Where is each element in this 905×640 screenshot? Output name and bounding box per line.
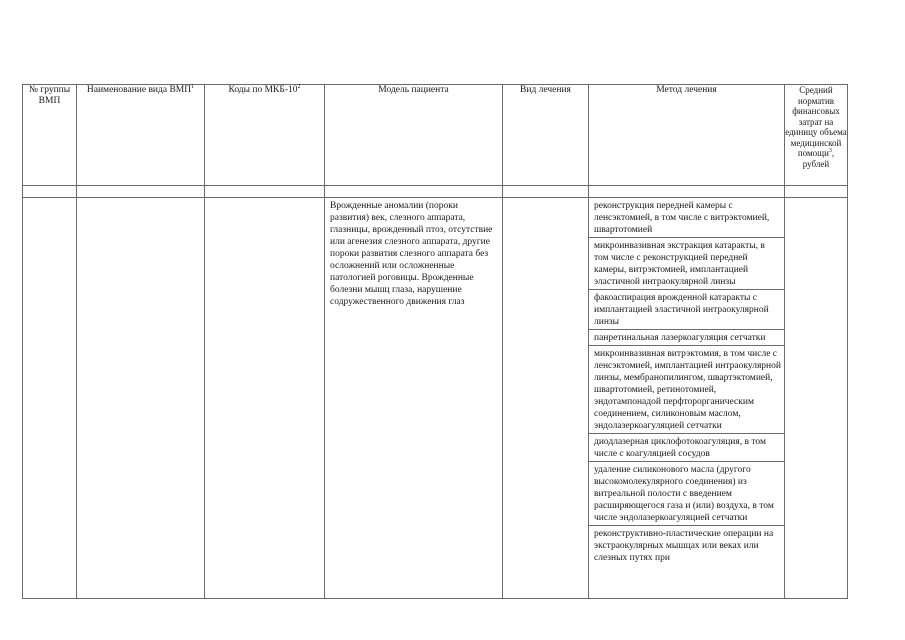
header-vmp-name xyxy=(77,85,205,186)
cell-patient-model xyxy=(325,198,503,599)
header-vmp-name-text: Наименование вида ВМП xyxy=(86,85,192,95)
footnote-3: 3 xyxy=(828,148,832,154)
cell-icd-codes xyxy=(205,198,325,599)
header-patient-model-text: Модель пациента xyxy=(378,85,449,95)
method-item: реконструкция передней камеры с ленсэктомией, в том числе с витрэктомией, швартотомией xyxy=(589,198,784,238)
method-item: микроинвазивная экстракция катаракты, в том числе с реконструкцией передней камеры, витрэктомией, имплантацией эластичной интраокулярной линзы xyxy=(589,238,784,290)
footnote-2: 2 xyxy=(297,83,301,90)
header-cost-norm-suffix: , рублей xyxy=(802,148,835,169)
header-icd-codes-text: Коды по МКБ-10 xyxy=(228,85,298,95)
spacer-cell xyxy=(589,186,785,198)
header-icd-codes xyxy=(205,85,325,186)
method-item: удаление силиконового масла (другого высокомолекулярного соединения) из витреальной полости с введением расширяющегося газа и (или) воздуха, в том числе эндолазеркоагуляцией сетчатки xyxy=(589,462,784,526)
spacer-cell xyxy=(785,186,848,198)
cell-vmp-name xyxy=(77,198,205,599)
method-item: микроинвазивная витрэктомия, в том числе с ленсэктомией, имплантацией интраокулярной линзы, мембранопилингом, швартэктомией, швартотомией, ретинотомией, эндотампонадой перфторорганическим соединением, силиконовым маслом, эндолазеркоагуляцией сетчатки xyxy=(589,346,784,434)
cell-group-no xyxy=(23,198,77,599)
cell-cost-norm xyxy=(785,198,848,599)
patient-model-text: Врожденные аномалии (пороки развития) век, слезного аппарата, глазницы, врожденный птоз, отсутствие или агенезия слезного аппарата, другие пороки развития слезного аппарата без осложнений или осложненные патологией роговицы. Врожденные болезни мышц глаза, нарушение содружественного движения глаз xyxy=(330,201,493,307)
vmp-table xyxy=(22,84,848,599)
table-header-row xyxy=(23,85,848,186)
header-patient-model xyxy=(325,85,503,186)
method-item: реконструктивно-пластические операции на экстраокулярных мышцах или веках или слезных путях при xyxy=(594,529,774,563)
cell-treatment-method xyxy=(589,198,785,599)
spacer-cell xyxy=(205,186,325,198)
spacer-cell xyxy=(23,186,77,198)
cell-treatment-type xyxy=(503,198,589,599)
header-cost-norm-text: Средний норматив финансовых затрат на единицу объема медицинской помощи xyxy=(785,85,847,158)
method-item: факоаспирация врожденной катаракты с имплантацией эластичной интраокулярной линзы xyxy=(589,290,784,330)
table-spacer-row xyxy=(23,186,848,198)
method-item: диодлазерная циклофотокоагуляция, в том числе с коагуляцией сосудов xyxy=(589,434,784,462)
header-treatment-type-text: Вид лечения xyxy=(520,85,571,95)
header-group-no xyxy=(23,85,77,186)
header-group-no-text: № группы ВМП xyxy=(28,85,71,106)
header-treatment-method xyxy=(589,85,785,186)
header-cost-norm xyxy=(785,85,848,186)
header-treatment-method-text: Метод лечения xyxy=(656,85,717,95)
spacer-cell xyxy=(503,186,589,198)
method-item: панретинальная лазеркоагуляция сетчатки xyxy=(589,330,784,346)
header-treatment-type xyxy=(503,85,589,186)
footnote-1: 1 xyxy=(191,83,195,90)
spacer-cell xyxy=(325,186,503,198)
table-row xyxy=(23,198,848,599)
spacer-cell xyxy=(77,186,205,198)
